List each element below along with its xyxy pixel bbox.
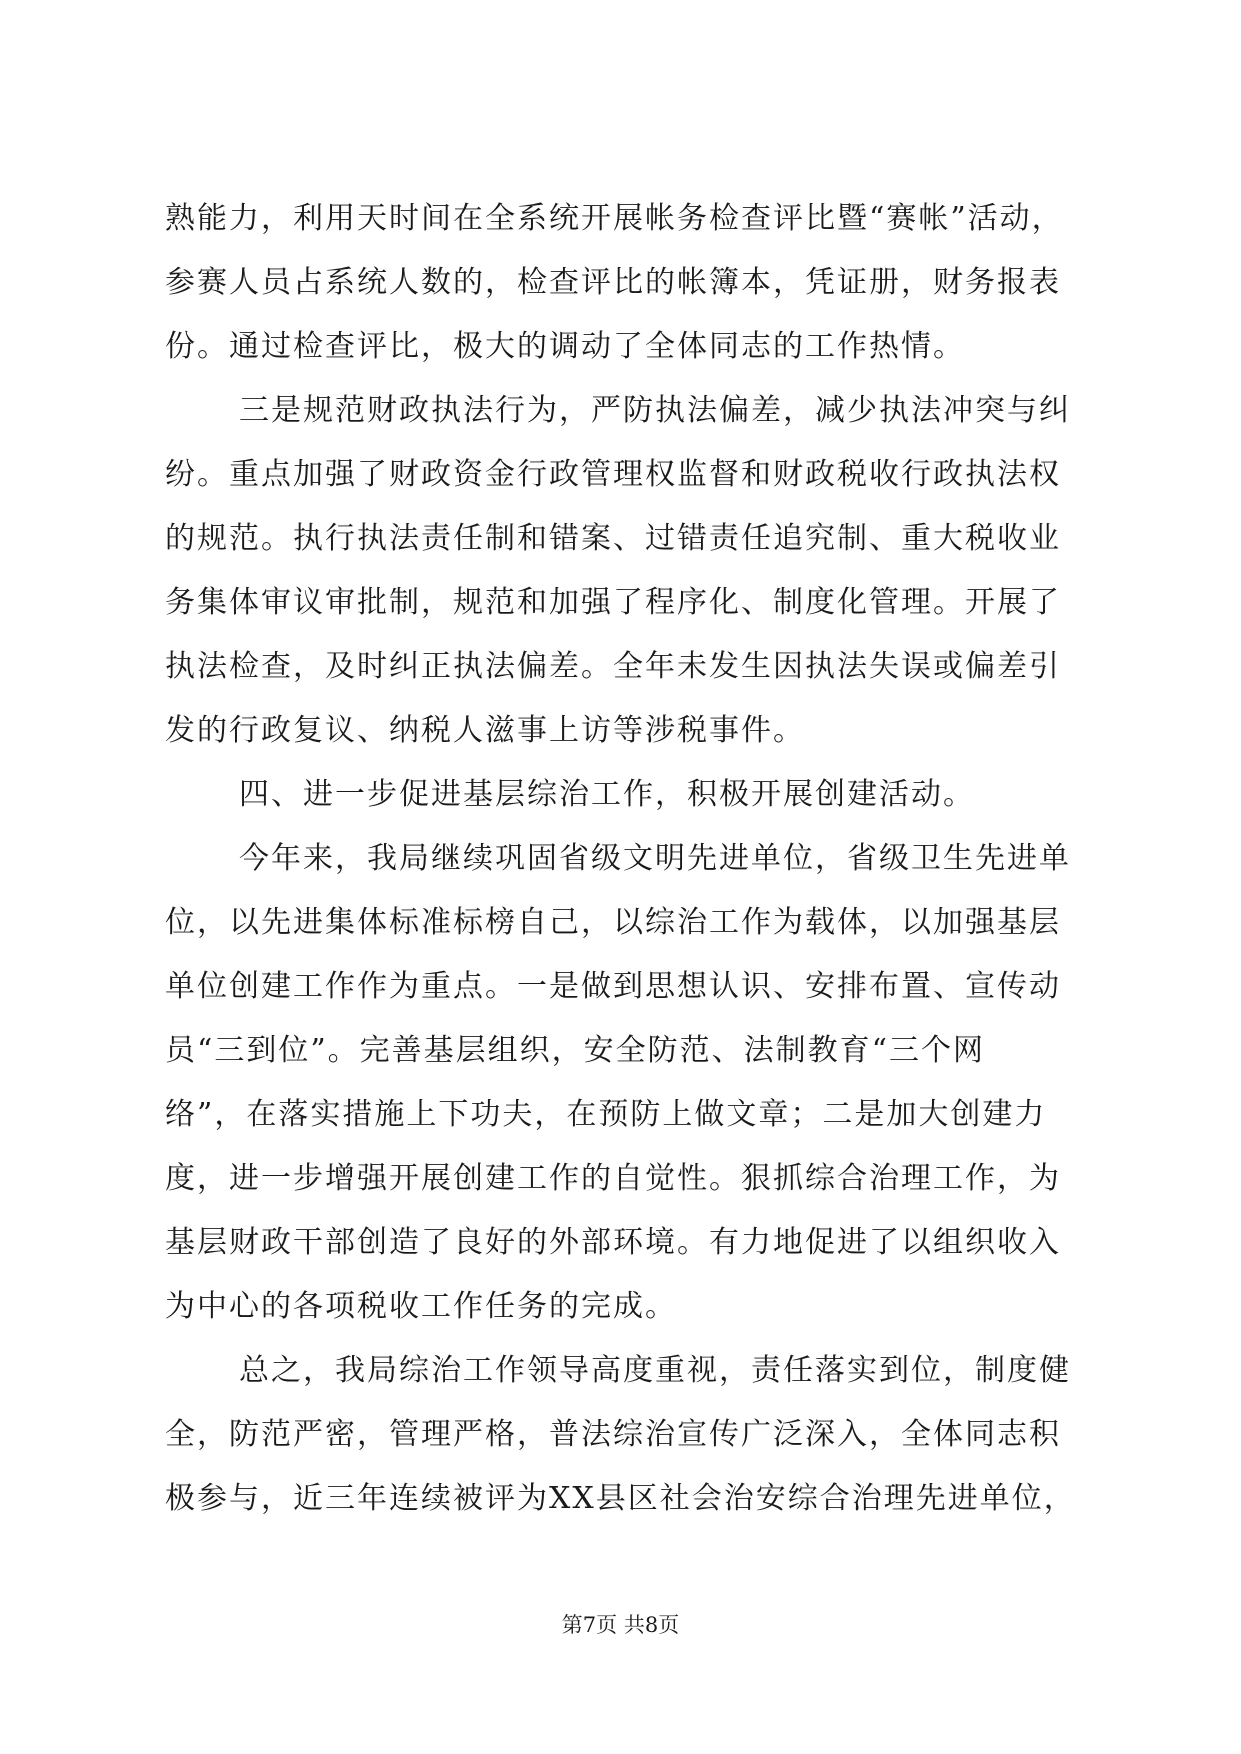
- text-line: 单位创建工作作为重点。一是做到思想认识、安排布置、宣传动: [165, 969, 1061, 1004]
- text-line: 纷。重点加强了财政资金行政管理权监督和财政税收行政执法权: [165, 457, 1061, 492]
- text-line: 执法检查，及时纠正执法偏差。全年未发生因执法失误或偏差引: [165, 649, 1061, 684]
- text-line: 三是规范财政执法行为，严防执法偏差，减少执法冲突与纠: [239, 393, 1071, 428]
- text-line: 份。通过检查评比，极大的调动了全体同志的工作热情。: [165, 329, 965, 364]
- text-line: 极参与，近三年连续被评为XX县区社会治安综合治理先进单位，: [165, 1481, 1076, 1516]
- text-line: 全，防范严密，管理严格，普法综治宣传广泛深入，全体同志积: [165, 1417, 1061, 1452]
- text-line: 参赛人员占系统人数的，检查评比的帐簿本，凭证册，财务报表: [165, 265, 1061, 300]
- text-line: 度，进一步增强开展创建工作的自觉性。狠抓综合治理工作，为: [165, 1161, 1061, 1196]
- text-line: 今年来，我局继续巩固省级文明先进单位，省级卫生先进单: [239, 841, 1071, 876]
- text-line: 总之，我局综治工作领导高度重视，责任落实到位，制度健: [239, 1353, 1071, 1388]
- section-heading: 四、进一步促进基层综治工作，积极开展创建活动。: [239, 777, 975, 812]
- text-line: 的规范。执行执法责任制和错案、过错责任追究制、重大税收业: [165, 521, 1061, 556]
- text-line: 员“三到位”。完善基层组织，安全防范、法制教育“三个网: [165, 1033, 986, 1068]
- text-line: 基层财政干部创造了良好的外部环境。有力地促进了以组织收入: [165, 1225, 1061, 1260]
- text-line: 位，以先进集体标准标榜自己，以综治工作为载体，以加强基层: [165, 905, 1061, 940]
- text-line: 发的行政复议、纳税人滋事上访等涉税事件。: [165, 713, 805, 748]
- text-line: 熟能力，利用天时间在全系统开展帐务检查评比暨“赛帐”活动，: [165, 201, 1064, 236]
- text-line: 务集体审议审批制，规范和加强了程序化、制度化管理。开展了: [165, 585, 1061, 620]
- page-number-footer: 第7页 共8页: [561, 1613, 680, 1637]
- text-line: 络”，在落实措施上下功夫，在预防上做文章；二是加大创建力: [165, 1097, 1047, 1132]
- text-line: 为中心的各项税收工作任务的完成。: [165, 1289, 677, 1324]
- document-body: [165, 187, 1075, 1531]
